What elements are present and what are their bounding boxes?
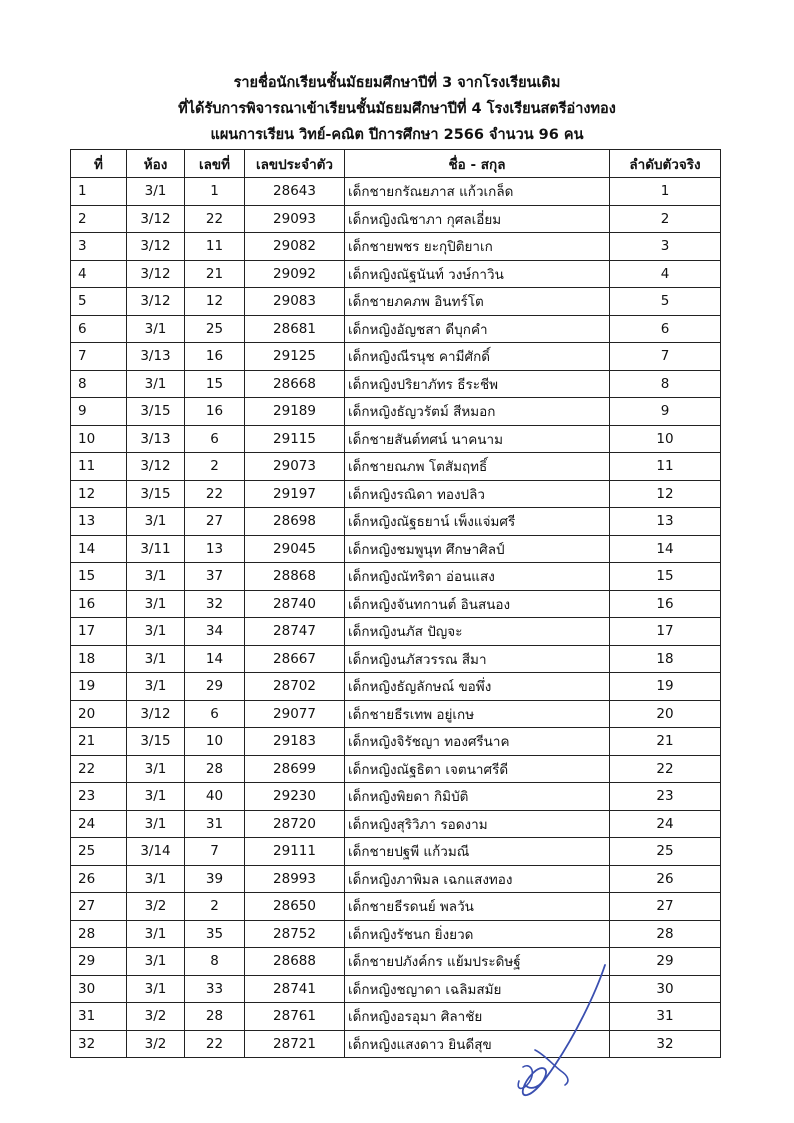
cell-no: 9 [71,398,127,426]
cell-student-id: 28699 [245,755,345,783]
table-row [71,233,721,261]
table-row [71,920,721,948]
cell-name: เด็กหญิงธัญวรัตม์ สีหมอก [345,398,610,426]
cell-student-id: 28761 [245,1003,345,1031]
cell-rank: 19 [610,673,721,701]
table-row [71,260,721,288]
cell-class-number: 25 [185,315,245,343]
cell-rank: 11 [610,453,721,481]
table-body [71,178,721,1058]
cell-class-number: 28 [185,755,245,783]
cell-rank: 17 [610,618,721,646]
cell-rank: 10 [610,425,721,453]
cell-name: เด็กหญิงภาพิมล เฉกแสงทอง [345,865,610,893]
cell-class-number: 27 [185,508,245,536]
cell-class-number: 8 [185,948,245,976]
table-row [71,563,721,591]
cell-room: 3/1 [127,590,185,618]
cell-room: 3/1 [127,508,185,536]
cell-room: 3/1 [127,783,185,811]
cell-student-id: 29230 [245,783,345,811]
cell-room: 3/1 [127,370,185,398]
cell-rank: 32 [610,1030,721,1058]
cell-rank: 18 [610,645,721,673]
cell-class-number: 21 [185,260,245,288]
cell-name: เด็กชายปฐพี แก้วมณี [345,838,610,866]
cell-no: 24 [71,810,127,838]
cell-name: เด็กหญิงณัฐธยาน์ เพ็งแจ่มศรี [345,508,610,536]
cell-class-number: 2 [185,453,245,481]
cell-name: เด็กหญิงณัฐนันท์ วงษ์กาวิน [345,260,610,288]
cell-student-id: 29077 [245,700,345,728]
cell-class-number: 6 [185,700,245,728]
table-row [71,315,721,343]
cell-room: 3/12 [127,260,185,288]
cell-no: 10 [71,425,127,453]
cell-student-id: 28993 [245,865,345,893]
cell-student-id: 29083 [245,288,345,316]
cell-no: 30 [71,975,127,1003]
table-row [71,673,721,701]
cell-room: 3/1 [127,920,185,948]
cell-room: 3/12 [127,205,185,233]
cell-no: 13 [71,508,127,536]
cell-no: 26 [71,865,127,893]
table-row [71,508,721,536]
cell-class-number: 16 [185,343,245,371]
cell-room: 3/1 [127,618,185,646]
cell-no: 18 [71,645,127,673]
cell-rank: 23 [610,783,721,811]
cell-room: 3/15 [127,480,185,508]
cell-room: 3/12 [127,288,185,316]
table-row [71,343,721,371]
cell-name: เด็กหญิงนภัส ปัญจะ [345,618,610,646]
cell-class-number: 29 [185,673,245,701]
document-title-line-1: รายชื่อนักเรียนชั้นมัธยมศึกษาปีที่ 3 จากโรงเรียนเดิม [233,75,561,91]
cell-rank: 15 [610,563,721,591]
cell-name: เด็กชายธีรดนย์ พลวัน [345,893,610,921]
cell-student-id: 28688 [245,948,345,976]
cell-no: 6 [71,315,127,343]
cell-student-id: 28681 [245,315,345,343]
cell-class-number: 6 [185,425,245,453]
cell-class-number: 39 [185,865,245,893]
column-header-no: ที่ [71,150,127,178]
cell-name: เด็กหญิงณิชาภา กุศลเอี่ยม [345,205,610,233]
cell-class-number: 40 [185,783,245,811]
cell-name: เด็กหญิงธัญลักษณ์ ขอพึ่ง [345,673,610,701]
cell-room: 3/14 [127,838,185,866]
cell-rank: 31 [610,1003,721,1031]
cell-student-id: 29115 [245,425,345,453]
cell-no: 3 [71,233,127,261]
document-title-line-2: ที่ได้รับการพิจารณาเข้าเรียนชั้นมัธยมศึกษาปีที่ 4 โรงเรียนสตรีอ่างทอง [178,101,616,117]
cell-no: 23 [71,783,127,811]
table-header-row [71,150,721,178]
cell-name: เด็กชายพชร ยะกุปิติยาเก [345,233,610,261]
cell-student-id: 29189 [245,398,345,426]
cell-no: 11 [71,453,127,481]
cell-room: 3/12 [127,453,185,481]
table-row [71,205,721,233]
cell-student-id: 28668 [245,370,345,398]
cell-no: 8 [71,370,127,398]
cell-no: 31 [71,1003,127,1031]
cell-class-number: 32 [185,590,245,618]
cell-class-number: 34 [185,618,245,646]
cell-student-id: 29183 [245,728,345,756]
cell-rank: 27 [610,893,721,921]
cell-room: 3/2 [127,1003,185,1031]
table-row [71,728,721,756]
cell-student-id: 28702 [245,673,345,701]
cell-no: 25 [71,838,127,866]
cell-student-id: 28720 [245,810,345,838]
cell-no: 22 [71,755,127,783]
cell-student-id: 29082 [245,233,345,261]
cell-no: 5 [71,288,127,316]
cell-class-number: 35 [185,920,245,948]
cell-name: เด็กหญิงอัญชสา ดีบุกคำ [345,315,610,343]
cell-student-id: 28741 [245,975,345,1003]
cell-name: เด็กหญิงณีรนุช คามีศักดิ์ [345,343,610,371]
column-header-room: ห้อง [127,150,185,178]
cell-student-id: 28868 [245,563,345,591]
cell-student-id: 28752 [245,920,345,948]
cell-name: เด็กหญิงอรอุมา ศิลาชัย [345,1003,610,1031]
cell-name: เด็กหญิงจันทกานต์ อินสนอง [345,590,610,618]
cell-room: 3/11 [127,535,185,563]
cell-class-number: 1 [185,178,245,206]
table-row [71,618,721,646]
cell-student-id: 28740 [245,590,345,618]
cell-student-id: 29092 [245,260,345,288]
cell-student-id: 29093 [245,205,345,233]
cell-no: 15 [71,563,127,591]
cell-no: 29 [71,948,127,976]
cell-name: เด็กหญิงรณิดา ทองปลิว [345,480,610,508]
cell-rank: 9 [610,398,721,426]
cell-student-id: 28721 [245,1030,345,1058]
cell-rank: 20 [610,700,721,728]
cell-class-number: 28 [185,1003,245,1031]
cell-student-id: 29045 [245,535,345,563]
cell-no: 12 [71,480,127,508]
cell-class-number: 10 [185,728,245,756]
cell-room: 3/12 [127,233,185,261]
cell-class-number: 37 [185,563,245,591]
column-header-rank: ลำดับตัวจริง [610,150,721,178]
table-row [71,893,721,921]
cell-room: 3/1 [127,975,185,1003]
cell-name: เด็กหญิงณัทริดา อ่อนแสง [345,563,610,591]
cell-name: เด็กชายกรัณยภาส แก้วเกล็ด [345,178,610,206]
table-row [71,645,721,673]
cell-rank: 7 [610,343,721,371]
cell-rank: 26 [610,865,721,893]
cell-rank: 14 [610,535,721,563]
cell-room: 3/1 [127,645,185,673]
cell-student-id: 29125 [245,343,345,371]
cell-name: เด็กหญิงณัฐธิตา เจตนาศรีดี [345,755,610,783]
cell-student-id: 28650 [245,893,345,921]
document-title-line-3: แผนการเรียน วิทย์-คณิต ปีการศึกษา 2566 จำนวน 96 คน [210,127,584,143]
cell-room: 3/1 [127,755,185,783]
cell-no: 4 [71,260,127,288]
cell-student-id: 29073 [245,453,345,481]
cell-rank: 22 [610,755,721,783]
cell-class-number: 22 [185,205,245,233]
cell-class-number: 16 [185,398,245,426]
cell-room: 3/12 [127,700,185,728]
cell-room: 3/1 [127,865,185,893]
cell-student-id: 29197 [245,480,345,508]
cell-class-number: 22 [185,1030,245,1058]
cell-name: เด็กหญิงรัชนก ยิ่งยวด [345,920,610,948]
cell-no: 16 [71,590,127,618]
cell-class-number: 11 [185,233,245,261]
cell-student-id: 29111 [245,838,345,866]
cell-rank: 21 [610,728,721,756]
column-header-name: ชื่อ - สกุล [345,150,610,178]
table-row [71,755,721,783]
table-row [71,453,721,481]
cell-rank: 13 [610,508,721,536]
cell-student-id: 28643 [245,178,345,206]
cell-rank: 12 [610,480,721,508]
cell-no: 2 [71,205,127,233]
table-row [71,398,721,426]
cell-name: เด็กชายภคภพ อินทร์โต [345,288,610,316]
table-row [71,535,721,563]
table-row [71,783,721,811]
cell-rank: 3 [610,233,721,261]
cell-name: เด็กชายณภพ โตสัมฤทธิ์ [345,453,610,481]
cell-no: 28 [71,920,127,948]
table-row [71,590,721,618]
cell-class-number: 33 [185,975,245,1003]
student-list-table [70,149,721,1058]
cell-no: 27 [71,893,127,921]
cell-class-number: 2 [185,893,245,921]
table-row [71,370,721,398]
cell-name: เด็กหญิงนภัสวรรณ สีมา [345,645,610,673]
cell-no: 20 [71,700,127,728]
cell-rank: 16 [610,590,721,618]
cell-no: 17 [71,618,127,646]
cell-name: เด็กหญิงชมพูนุท ศึกษาศิลป์ [345,535,610,563]
cell-name: เด็กชายธีรเทพ อยู่เกษ [345,700,610,728]
cell-class-number: 12 [185,288,245,316]
cell-student-id: 28698 [245,508,345,536]
cell-name: เด็กหญิงชญาดา เฉลิมสมัย [345,975,610,1003]
cell-name: เด็กชายปภังค์กร แย้มประดิษฐ์ [345,948,610,976]
cell-room: 3/1 [127,673,185,701]
cell-name: เด็กหญิงพิยดา กิมิบัติ [345,783,610,811]
cell-no: 7 [71,343,127,371]
cell-name: เด็กชายสันต์ทศน์ นาคนาม [345,425,610,453]
cell-name: เด็กหญิงสุริวิภา รอดงาม [345,810,610,838]
cell-class-number: 13 [185,535,245,563]
cell-rank: 28 [610,920,721,948]
cell-rank: 30 [610,975,721,1003]
cell-student-id: 28667 [245,645,345,673]
cell-rank: 2 [610,205,721,233]
table-row [71,838,721,866]
cell-room: 3/13 [127,343,185,371]
table-row [71,178,721,206]
cell-class-number: 22 [185,480,245,508]
column-header-class-number: เลขที่ [185,150,245,178]
cell-room: 3/1 [127,810,185,838]
cell-rank: 24 [610,810,721,838]
table-row [71,480,721,508]
cell-rank: 25 [610,838,721,866]
cell-room: 3/15 [127,728,185,756]
cell-room: 3/1 [127,178,185,206]
cell-class-number: 31 [185,810,245,838]
cell-no: 1 [71,178,127,206]
table-row [71,810,721,838]
cell-name: เด็กหญิงปริยาภัทร ธีระชีพ [345,370,610,398]
signature-image [505,955,625,1105]
cell-no: 21 [71,728,127,756]
cell-student-id: 28747 [245,618,345,646]
cell-rank: 1 [610,178,721,206]
cell-class-number: 15 [185,370,245,398]
table-row [71,425,721,453]
cell-rank: 5 [610,288,721,316]
cell-no: 19 [71,673,127,701]
column-header-student-id: เลขประจำตัว [245,150,345,178]
table-row [71,700,721,728]
cell-no: 14 [71,535,127,563]
cell-no: 32 [71,1030,127,1058]
cell-rank: 8 [610,370,721,398]
cell-class-number: 7 [185,838,245,866]
cell-room: 3/2 [127,1030,185,1058]
cell-rank: 6 [610,315,721,343]
cell-room: 3/15 [127,398,185,426]
cell-rank: 29 [610,948,721,976]
cell-rank: 4 [610,260,721,288]
cell-name: เด็กหญิงแสงดาว ยินดีสุข [345,1030,610,1058]
cell-room: 3/1 [127,948,185,976]
cell-room: 3/1 [127,315,185,343]
cell-room: 3/2 [127,893,185,921]
cell-name: เด็กหญิงจิรัชญา ทองศรีนาค [345,728,610,756]
table-row [71,865,721,893]
cell-class-number: 14 [185,645,245,673]
table-row [71,288,721,316]
cell-room: 3/13 [127,425,185,453]
cell-room: 3/1 [127,563,185,591]
